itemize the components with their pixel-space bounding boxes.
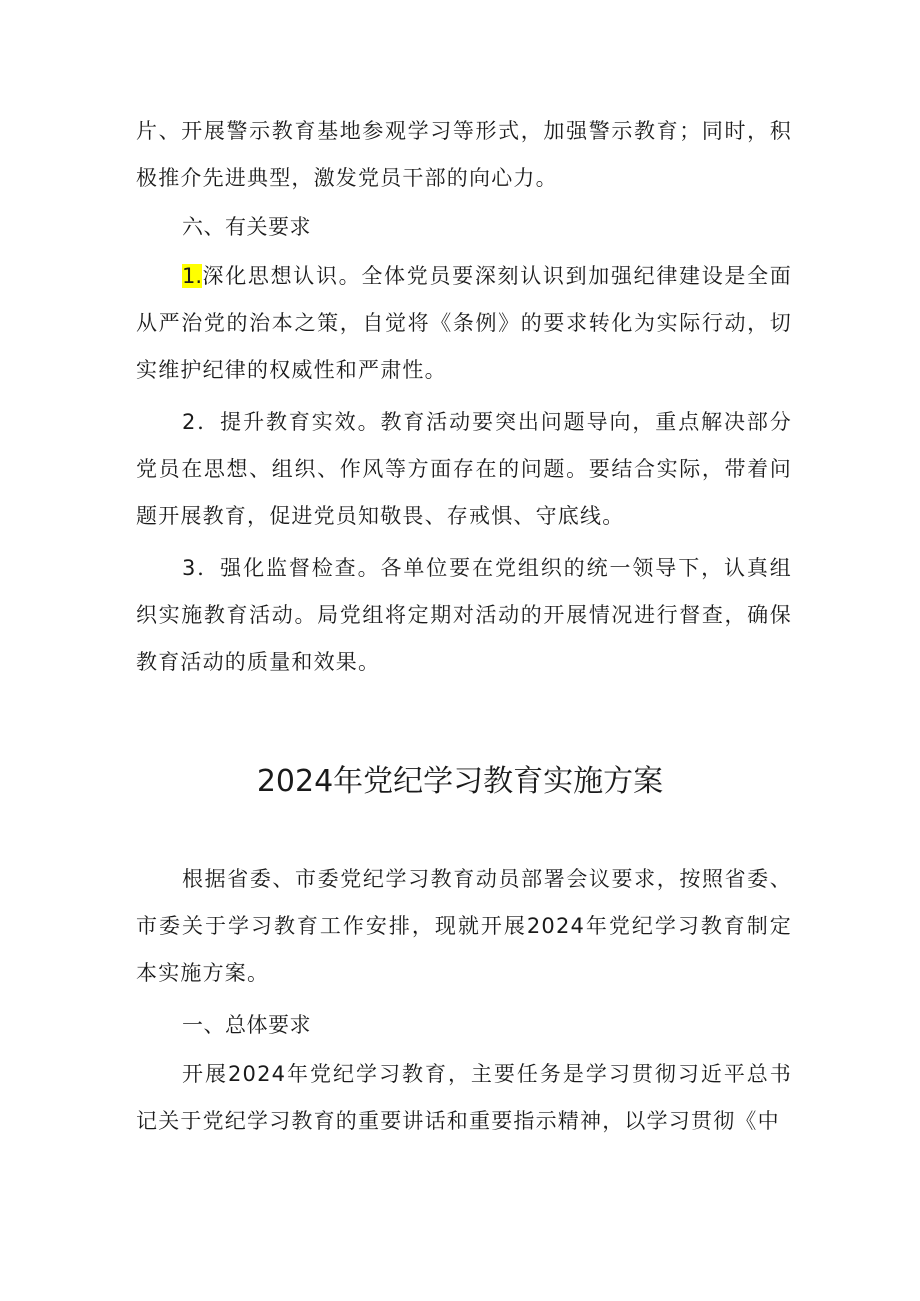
intro-paragraph: 根据省委、市委党纪学习教育动员部署会议要求，按照省委、市委关于学习教育工作安排，现就开展2024年党纪学习教育制定本实施方案。: [136, 867, 792, 985]
requirement-item-2: 2．提升教育实效。教育活动要突出问题导向，重点解决部分党员在思想、组织、作风等方面存在的问题。要结合实际，带着问题开展教育，促进党员知敬畏、存戒惧、守底线。: [136, 410, 792, 528]
section-heading-general-requirements: 一、总体要求: [182, 1013, 311, 1037]
paragraph-warning-education: 片、开展警示教育基地参观学习等形式，加强警示教育；同时，积极推介先进典型，激发党员干部的向心力。: [136, 119, 792, 190]
item-1-text: 深化思想认识。全体党员要深刻认识到加强纪律建设是全面从严治党的治本之策，自觉将《条例》的要求转化为实际行动，切实维护纪律的权威性和严肃性。: [136, 264, 792, 382]
document-title: 2024年党纪学习教育实施方案: [256, 764, 664, 799]
requirement-item-3: 3．强化监督检查。各单位要在党组织的统一领导下，认真组织实施教育活动。局党组将定期对活动的开展情况进行督查，确保教育活动的质量和效果。: [136, 556, 792, 674]
item-number-highlight: 1.: [182, 264, 203, 288]
general-requirements-paragraph: 开展2024年党纪学习教育，主要任务是学习贯彻习近平总书记关于党纪学习教育的重要讲话和重要指示精神，以学习贯彻《中: [136, 1062, 792, 1133]
section-heading-requirements: 六、有关要求: [182, 215, 311, 239]
requirement-item-1: [136, 253, 792, 394]
